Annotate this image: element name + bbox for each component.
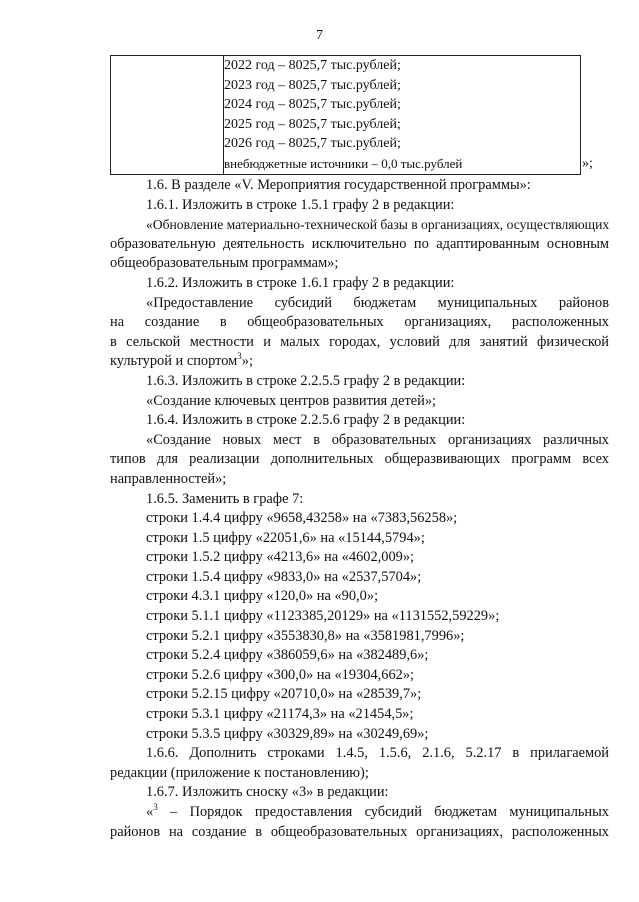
budget-line: 2026 год – 8025,7 тыс.рублей; xyxy=(224,136,401,152)
replacement-row: строки 5.2.6 цифру «300,0» на «19304,662»; xyxy=(146,666,415,683)
section-1-6-6-text: редакции (приложение к постановлению); xyxy=(110,764,369,781)
section-1-6-5-heading: 1.6.5. Заменить в графе 7: xyxy=(146,490,304,507)
section-1-6-4-text: направленностей»; xyxy=(110,470,227,487)
replacement-row: строки 1.4.4 цифру «9658,43258» на «7383,56258»; xyxy=(146,510,458,527)
budget-table-right-cell xyxy=(224,56,581,175)
closing-quote: »; xyxy=(241,353,253,370)
section-1-6-4-heading: 1.6.4. Изложить в строке 2.2.5.6 графу 2 в редакции: xyxy=(146,412,466,429)
section-1-6-7-text xyxy=(110,803,609,823)
section-1-6-7-heading: 1.6.7. Изложить сноску «3» в редакции: xyxy=(146,784,389,801)
section-1-6-2-text: «Предоставление субсидий бюджетам муниципальных районов xyxy=(146,294,609,311)
replacement-row: строки 5.2.4 цифру «386059,6» на «382489,6»; xyxy=(146,647,429,664)
budget-line: 2023 год – 8025,7 тыс.рублей; xyxy=(224,77,401,93)
section-1-6-1-text: «Обновление материально-технической базы в организациях, осуществляющих xyxy=(146,217,610,233)
replacement-row: строки 1.5 цифру «22051,6» на «15144,5794»; xyxy=(146,529,425,546)
budget-line: внебюджетные источники – 0,0 тыс.рублей xyxy=(224,155,463,171)
document-body xyxy=(110,176,609,842)
section-1-6-3-heading: 1.6.3. Изложить в строке 2.2.5.5 графу 2 в редакции: xyxy=(146,372,466,389)
section-1-6-4-text: «Создание новых мест в образовательных организациях различных xyxy=(146,431,609,448)
section-1-6-1-text: образовательную деятельность исключительно по адаптированным основным xyxy=(110,235,609,252)
replacement-row: строки 4.3.1 цифру «120,0» на «90,0»; xyxy=(146,588,379,605)
replacement-row: строки 5.3.5 цифру «30329,89» на «30249,69»; xyxy=(146,725,429,742)
replacement-row: строки 1.5.4 цифру «9833,0» на «2537,5704»; xyxy=(146,568,422,585)
section-1-6-2-text: в сельской местности и малых городах, условий для занятий физической xyxy=(110,333,609,350)
budget-line: 2025 год – 8025,7 тыс.рублей; xyxy=(224,116,401,132)
table-closing-quote: »; xyxy=(582,156,593,171)
budget-line: 2022 год – 8025,7 тыс.рублей; xyxy=(224,58,401,73)
replacement-row: строки 5.2.15 цифру «20710,0» на «28539,7»; xyxy=(146,686,422,703)
section-1-6-1-heading: 1.6.1. Изложить в строке 1.5.1 графу 2 в редакции: xyxy=(146,196,455,213)
section-1-6-2-text xyxy=(110,352,609,372)
section-1-6-1-text: общеобразовательным программам»; xyxy=(110,255,339,272)
budget-line: 2024 год – 8025,7 тыс.рублей; xyxy=(224,97,401,113)
replacement-row: строки 5.3.1 цифру «21174,3» на «21454,5»; xyxy=(146,706,414,723)
section-1-6: 1.6. В разделе «V. Мероприятия государственной программы»: xyxy=(146,177,531,193)
section-1-6-6-text: 1.6.6. Дополнить строками 1.4.5, 1.5.6, 2.1.6, 5.2.17 в прилагаемой xyxy=(146,745,609,762)
section-1-6-2-text: на создание в общеобразовательных организациях, расположенных xyxy=(110,314,609,331)
page-number: 7 xyxy=(316,28,323,43)
section-1-6-2-heading: 1.6.2. Изложить в строке 1.6.1 графу 2 в редакции: xyxy=(146,274,455,291)
replacement-row: строки 1.5.2 цифру «4213,6» на «4602,009»; xyxy=(146,549,415,566)
section-1-6-4-text: типов для реализации дополнительных общеразвивающих программ всех xyxy=(110,451,609,468)
footnote-mark: 3 xyxy=(153,802,158,813)
footnote-mark: 3 xyxy=(237,351,242,362)
section-1-6-7-text: районов на создание в общеобразовательных организациях, расположенных xyxy=(110,823,609,840)
opening-quote: « xyxy=(146,804,154,820)
budget-table-left-cell xyxy=(111,56,224,175)
section-1-6-7-text-rest: – Порядок предоставления субсидий бюджетам муниципальных xyxy=(157,804,609,820)
replacement-row: строки 5.1.1 цифру «1123385,20129» на «1131552,59229»; xyxy=(146,608,500,625)
budget-table xyxy=(110,55,581,175)
replacement-row: строки 5.2.1 цифру «3553830,8» на «3581981,7996»; xyxy=(146,627,465,644)
section-1-6-3-text: «Создание ключевых центров развития детей»; xyxy=(146,392,437,409)
section-1-6-2-text-end: культурой и спортом xyxy=(110,353,238,370)
